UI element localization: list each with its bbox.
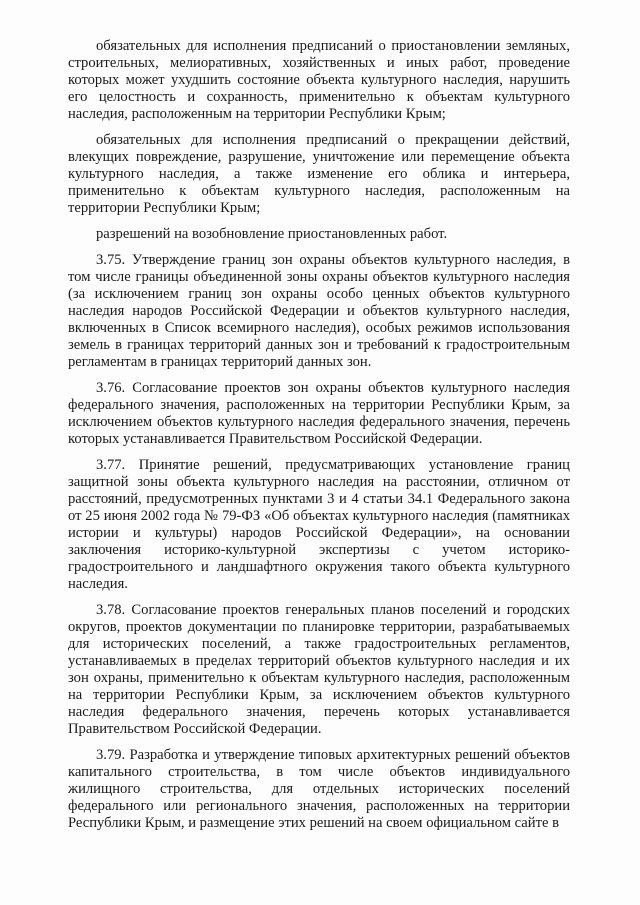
- paragraph-suspension-orders: обязательных для исполнения предписаний о приостановлении земляных, строительных, мелиоративных, хозяйственных и иных работ, проведение которых может ухудшить состояние объекта культурного наследия, нарушить его целостность и сохранность, применительно к объектам культурного наследия, расположенным на территории Республики Крым;: [68, 38, 570, 122]
- paragraph-3-76: 3.76. Согласование проектов зон охраны объектов культурного наследия федерального значения, расположенных на территории Республики Крым, за исключением объектов культурного наследия федерального значения, перечень которых устанавливается Правительством Российской Федерации.: [68, 380, 570, 447]
- paragraph-termination-orders: обязательных для исполнения предписаний о прекращении действий, влекущих повреждение, разрушение, уничтожение или перемещение объекта культурного наследия, а также изменение его облика и интерьера, применительно к объектам культурного наследия, расположенным на территории Республики Крым;: [68, 132, 570, 216]
- paragraph-3-77: 3.77. Принятие решений, предусматривающих установление границ защитной зоны объекта культурного наследия на расстоянии, отличном от расстояний, предусмотренных пунктами 3 и 4 статьи 34.1 Федерального закона от 25 июня 2002 года № 79-ФЗ «Об объектах культурного наследия (памятниках истории и культуры) народов Российской Федерации», на основании заключения историко-культурной экспертизы с учетом историко-градостроительного и ландшафтного окружения такого объекта культурного наследия.: [68, 457, 570, 592]
- paragraph-3-78: 3.78. Согласование проектов генеральных планов поселений и городских округов, проектов документации по планировке территории, разрабатываемых для исторических поселений, а также градостроительных регламентов, устанавливаемых в пределах территорий объектов культурного наследия и их зон охраны, применительно к объектам культурного наследия, расположенным на территории Республики Крым, за исключением объектов культурного наследия федерального значения, перечень которых устанавливается Правительством Российской Федерации.: [68, 602, 570, 737]
- document-body: [68, 38, 570, 841]
- paragraph-resumption-permits: разрешений на возобновление приостановленных работ.: [96, 226, 448, 242]
- paragraph-3-79: 3.79. Разработка и утверждение типовых архитектурных решений объектов капитального строительства, в том числе объектов индивидуального жилищного строительства, для отдельных исторических поселений федерального или регионального значения, расположенных на территории Республики Крым, и размещение этих решений на своем официальном сайте в: [68, 747, 570, 831]
- paragraph-3-75: 3.75. Утверждение границ зон охраны объектов культурного наследия, в том числе границы объединенной зоны охраны объектов культурного наследия (за исключением границ зон охраны особо ценных объектов культурного наследия народов Российской Федерации и объектов культурного наследия, включенных в Список всемирного наследия), особых режимов использования земель в границах территорий данных зон и требований к градостроительным регламентам в границах территорий данных зон.: [68, 252, 570, 370]
